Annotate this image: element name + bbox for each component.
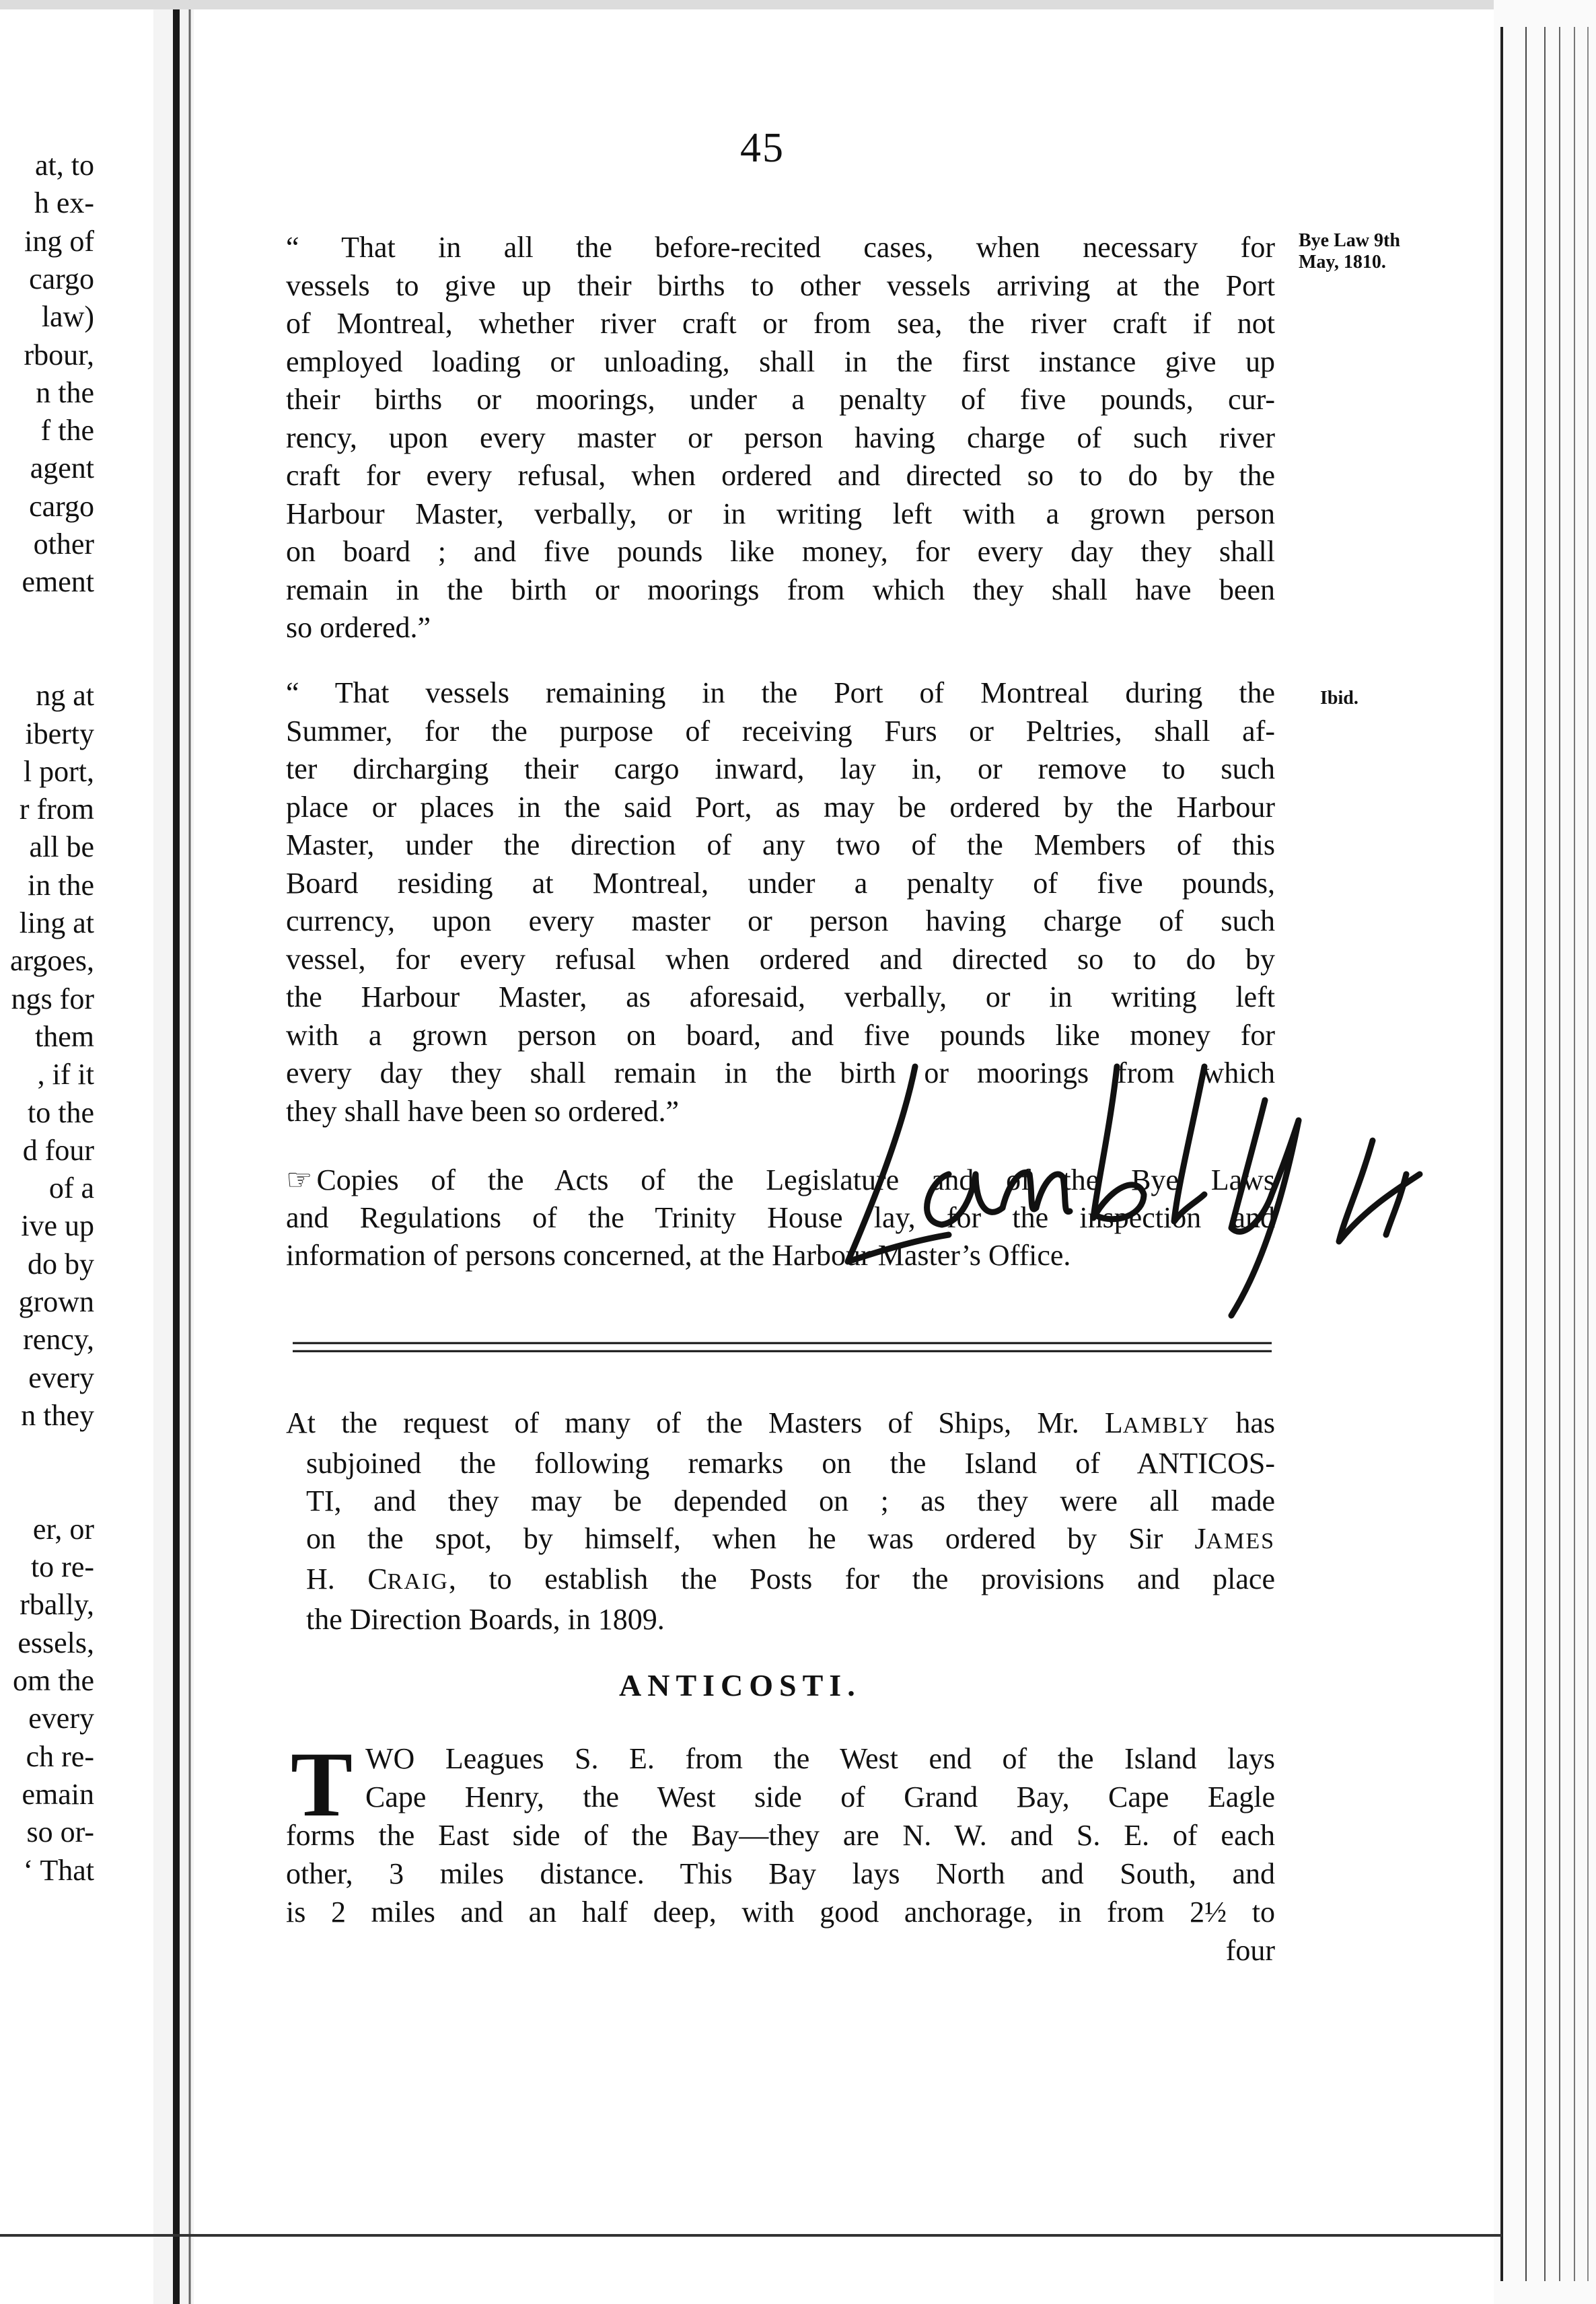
facing-page-fragment: to the [28,1095,94,1129]
regulation-line: the Harbour Master, as aforesaid, verbally, or in writing left [286,980,1275,1013]
remarks-smallcaps: AMES [1206,1529,1275,1554]
remarks-smallcaps: AMBLY [1122,1413,1210,1438]
regulation-line: “ That vessels remaining in the Port of Montreal during the [286,676,1275,709]
facing-page-fragment: ement [22,565,94,599]
facing-page-fragment: h ex- [34,186,94,220]
remarks-text: has [1210,1406,1276,1439]
remarks-paragraph [286,1404,1275,1639]
remarks-smallcaps: RAIG [387,1569,449,1594]
remarks-line [286,1404,1275,1445]
regulation-line: Harbour Master, verbally, or in writing left with a grown person [286,497,1275,530]
regulation-line: they shall have been so ordered.” [286,1094,679,1128]
facing-page-fragment: every [28,1361,94,1394]
facing-page-fragment: cargo [29,489,94,523]
regulation-line: currency, upon every master or person having charge of such [286,904,1275,937]
regulation-line: remain in the birth or moorings from which they shall have been [286,573,1275,606]
regulation-line: employed loading or unloading, shall in the first instance give up [286,345,1275,378]
facing-page-fragment: er, or [32,1512,94,1546]
remarks-line: subjoined the following remarks on the Island of ANTICOS- [306,1447,1275,1480]
facing-page-fragment: ngs for [11,982,94,1015]
pointing-hand-icon: ☞ [286,1163,313,1196]
regulation-paragraph-1 [286,229,1275,647]
facing-page-fragment: ive up [21,1209,94,1243]
regulation-line: on board ; and five pounds like money, for every day they shall [286,535,1275,568]
anticosti-line: Cape Henry, the West side of Grand Bay, Cape Eagle [365,1780,1275,1813]
facing-page-fragment: ‘ That [23,1853,94,1887]
facing-page-fragment: rency, [23,1323,94,1357]
anticosti-line: four [1225,1934,1275,1967]
regulation-line: craft for every refusal, when ordered and directed so to do by the [286,459,1275,492]
drop-cap: T [291,1733,353,1836]
facing-page-fragment: cargo [29,262,94,295]
regulation-line: vessel, for every refusal when ordered and directed so to do by [286,942,1275,976]
facing-page-fragment: d four [22,1133,94,1167]
notice-line: and Regulations of the Trinity House lay, for the inspection and [286,1201,1275,1234]
regulation-line: rency, upon every master or person having charge of such river [286,421,1275,454]
facing-page-fragments [0,147,94,1964]
facing-page-fragment: ing of [24,224,94,258]
facing-page-fragment: essels, [17,1626,94,1659]
regulation-line: Summer, for the purpose of receiving Furs or Peltries, shall af- [286,714,1275,748]
facing-page-fragment: f the [40,414,94,447]
remarks-line: TI, and they may be depended on ; as they were all made [306,1484,1275,1517]
facing-page-fragment: emain [22,1777,94,1811]
regulation-line: place or places in the said Port, as may be ordered by the Harbour [286,790,1275,824]
page-number: 45 [740,125,785,171]
facing-page-fragment: every [28,1702,94,1735]
facing-page-fragment: grown [18,1285,94,1318]
anticosti-paragraph [286,1733,1275,1970]
margin-note-ibid: Ibid. [1320,688,1358,709]
facing-page-fragment: of a [48,1172,94,1205]
facing-page-fragment: l port, [23,754,94,788]
notice-line-text: Copies of the Acts of the Legislature and of the Bye Laws [316,1163,1275,1196]
margin-note-bye-law [1299,230,1400,273]
handwritten-signature [828,1040,1433,1329]
regulation-line: of Montreal, whether river craft or from sea, the river craft if not [286,307,1275,340]
facing-page-fragment: at, to [35,149,94,182]
facing-page-fragment: r from [19,793,94,826]
facing-page-fragment: ling at [19,906,94,939]
anticosti-line: is 2 miles and an half deep, with good anchorage, in from 2½ to [286,1896,1275,1929]
notice-line: information of persons concerned, at the Harbour Master’s Office. [286,1239,1071,1272]
regulation-line: ter dircharging their cargo inward, lay in, or remove to such [286,752,1275,785]
remarks-line: the Direction Boards, in 1809. [306,1603,665,1636]
remarks-line [286,1520,1275,1560]
facing-page-fragment: other [33,528,94,561]
facing-page-fragment: iberty [25,717,94,750]
facing-page-fragment: agent [30,452,94,485]
facing-page-fragment: do by [28,1247,94,1281]
remarks-text: , to establish the Posts for the provisions and place [448,1562,1275,1595]
regulation-line: their births or moorings, under a penalty of five pounds, cur- [286,383,1275,416]
facing-page-fragment: argoes, [9,944,94,978]
facing-page-fragment: law) [41,300,94,334]
remarks-line [286,1560,1275,1601]
remarks-text: H. C [306,1562,388,1595]
regulation-line: so ordered.” [286,611,431,644]
remarks-text: on the spot, by himself, when he was ordered by Sir J [306,1522,1206,1555]
regulation-line: Board residing at Montreal, under a penalty of five pounds, [286,866,1275,900]
facing-page-fragment: ng at [36,679,94,713]
margin-note-line: Bye Law 9th [1299,230,1400,251]
facing-page-fragment: , if it [37,1058,94,1091]
facing-page-fragment: n the [36,375,94,409]
regulation-line: vessels to give up their births to other vessels arriving at the Port [286,268,1275,302]
regulation-line: Master, under the direction of any two of the Members of this [286,828,1275,861]
facing-page-fragment: rbally, [20,1588,94,1622]
facing-page-fragment: to re- [30,1550,94,1584]
regulation-line: with a grown person on board, and five pounds like money for [286,1018,1275,1052]
regulation-line: every day they shall remain in the birth or moorings from which [286,1056,1275,1089]
remarks-text: At the request of many of the Masters of Ships, Mr. L [286,1406,1123,1439]
margin-note-line: May, 1810. [1299,252,1386,273]
facing-page-fragment: all be [29,830,94,864]
section-heading: ANTICOSTI. [619,1668,861,1702]
facing-page-fragment: in the [28,868,94,902]
facing-page-fragment: om the [13,1664,94,1697]
facing-page-fragment: n they [21,1398,94,1432]
facing-page-fragment: them [35,1019,94,1053]
facing-page-fragment: so or- [26,1815,94,1849]
facing-page-fragment: rbour, [24,338,94,371]
facing-page-fragment: ch re- [26,1739,94,1773]
anticosti-line: forms the East side of the Bay—they are N. W. and S. E. of each [286,1819,1275,1852]
regulation-line: “ That in all the before-recited cases, when necessary for [286,231,1275,264]
anticosti-line: other, 3 miles distance. This Bay lays North and South, and [286,1857,1275,1890]
anticosti-line: WO Leagues S. E. from the West end of the Island lays [365,1742,1275,1775]
